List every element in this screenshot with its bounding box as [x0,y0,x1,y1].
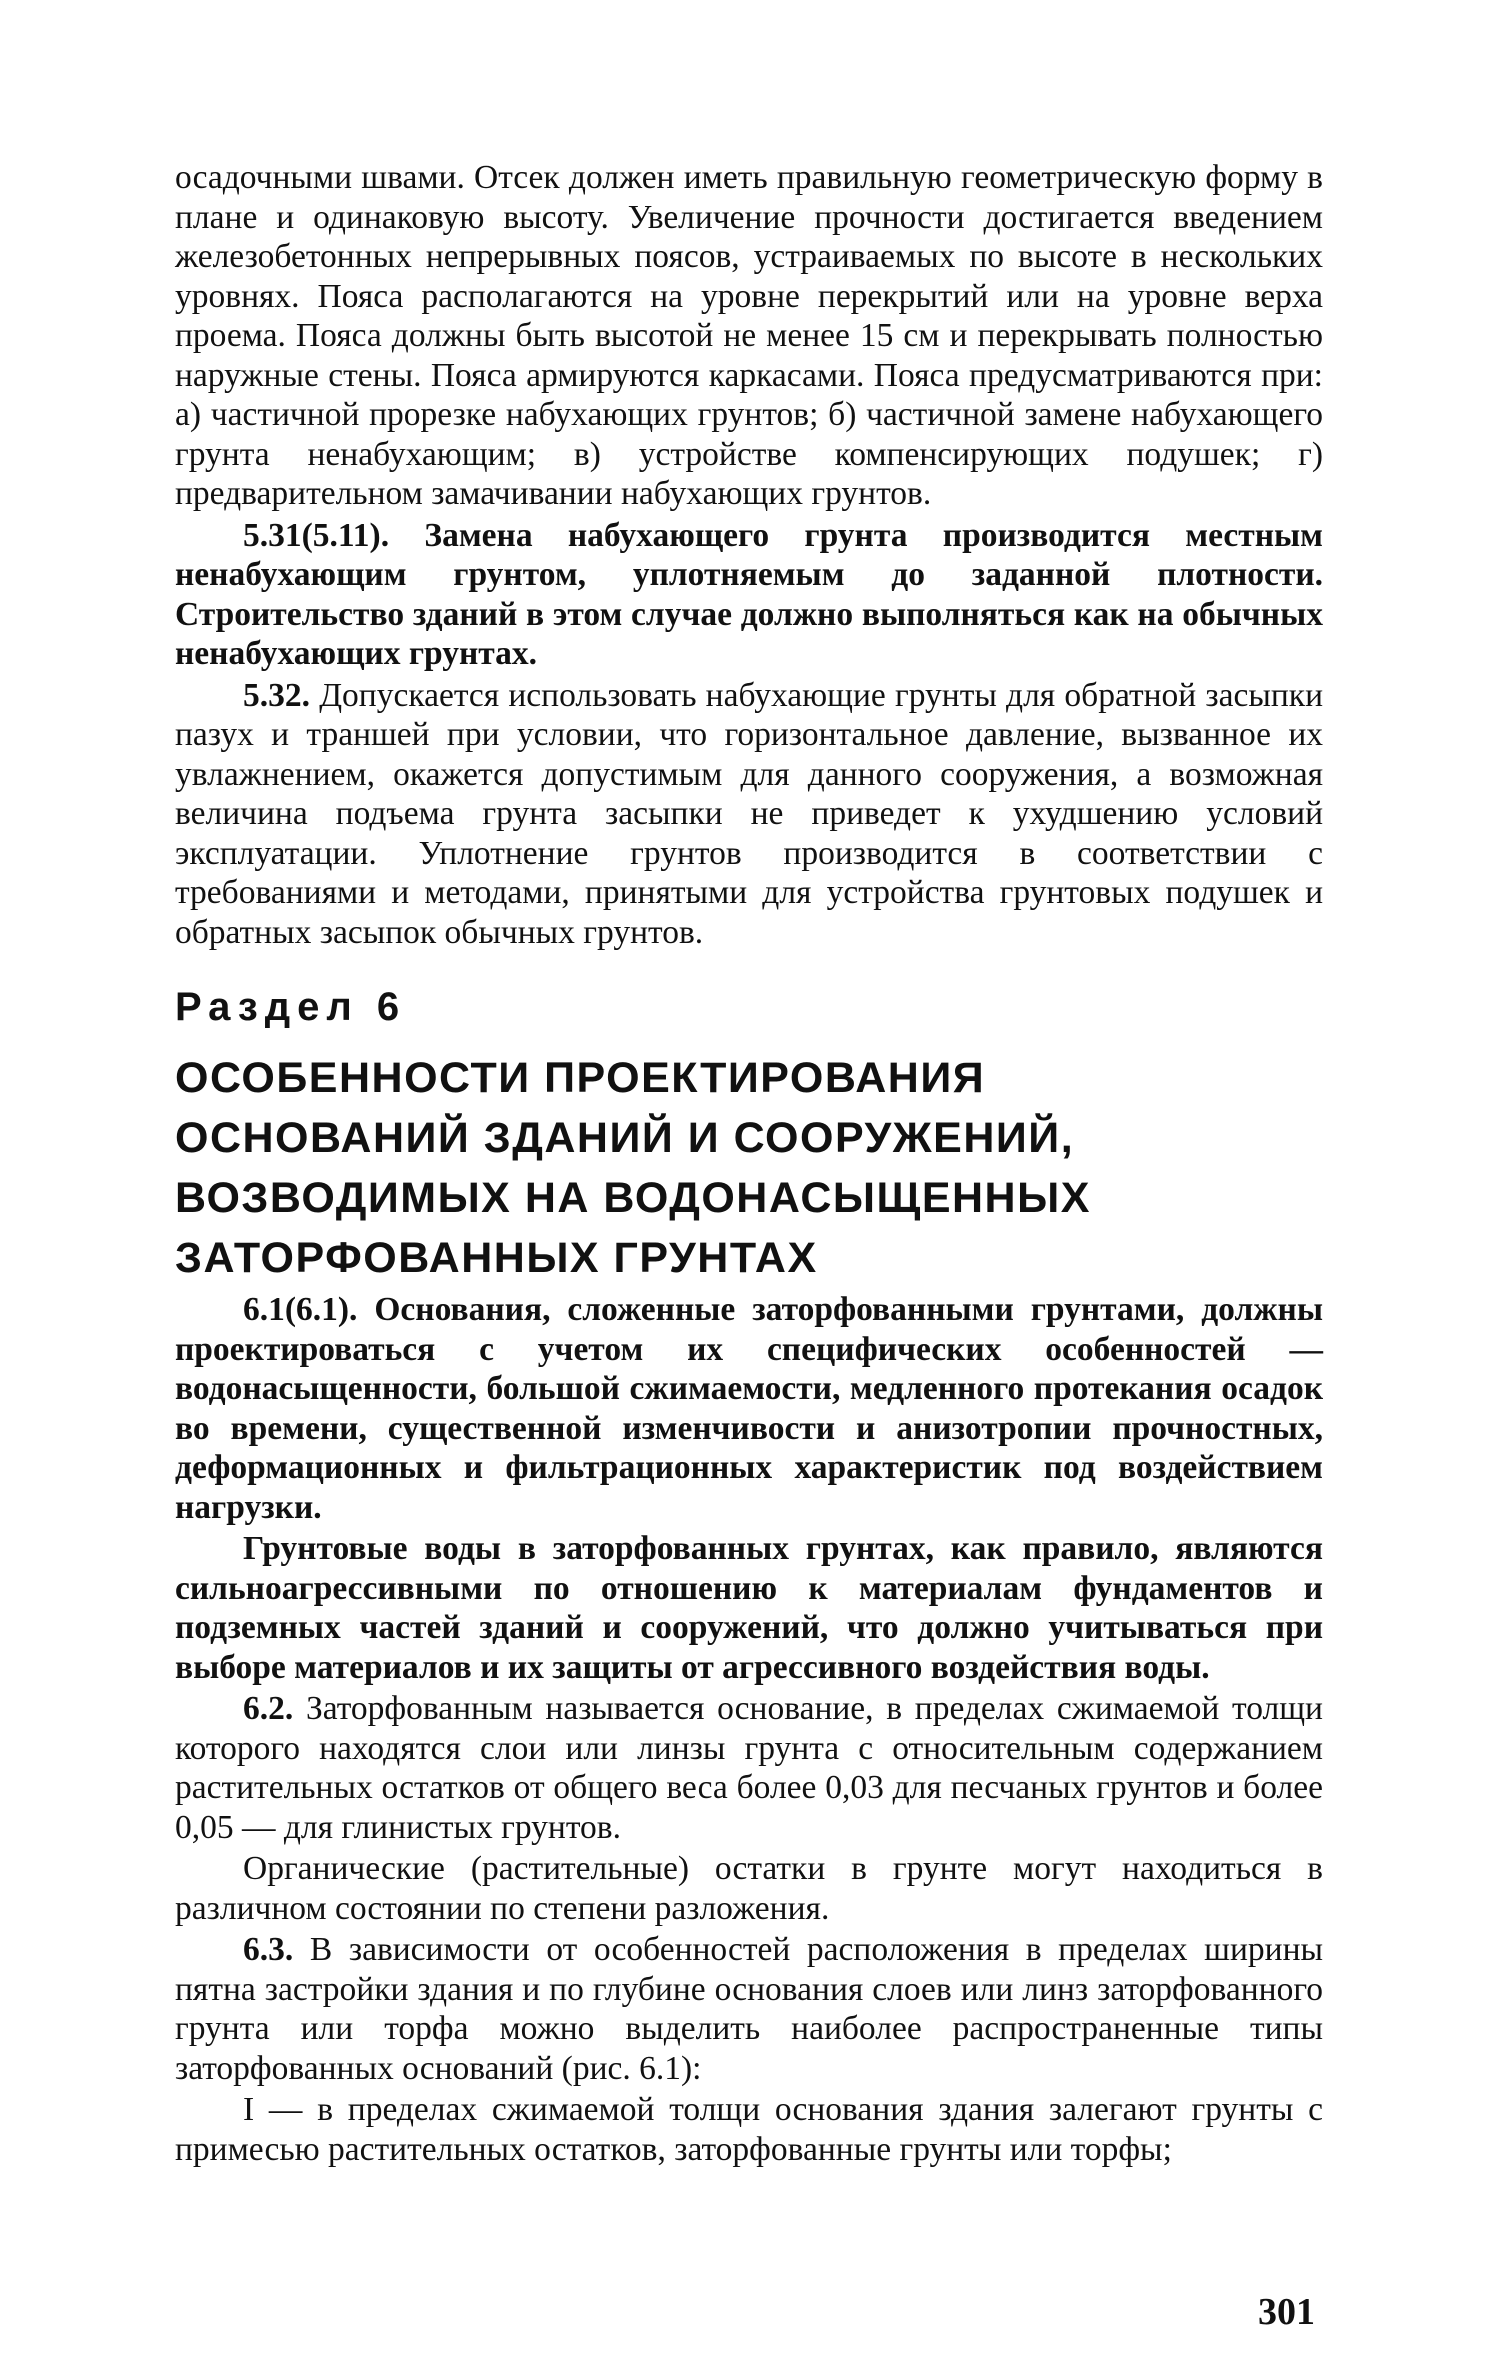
paragraph-groundwater: Грунтовые воды в заторфованных грунтах, как правило, являются сильноагрессивными по отношению к материалам фундаментов и подземных частей зданий и сооружений, что должно учитываться при выборе материалов и их защиты от агрессивного воздействия воды. [175,1530,1323,1686]
paragraph-5-32 [175,676,1323,953]
section-title-line: ОСНОВАНИЙ ЗДАНИЙ И СООРУЖЕНИЙ, [175,1114,1075,1162]
paragraph-6-3 [175,1930,1323,2088]
paragraph-type-1: I — в пределах сжимаемой толщи основания здания залегают грунты с примесью растительных остатков, заторфованные грунты или торфы; [175,2091,1323,2168]
paragraph-6-2 [175,1689,1323,1847]
paragraph-continuation: осадочными швами. Отсек должен иметь правильную геометрическую форму в плане и одинаковую высоту. Увеличение прочности достигается введением железобетонных непрерывных поясов, устраиваемых по высоте в нескольких уровнях. Пояса располагаются на уровне перекрытий или на уровне верха проема. Пояса должны быть высотой не менее 15 см и перекрывать полностью наружные стены. Пояса армируются каркасами. Пояса предусматриваются при: а) частичной прорезке набухающих грунтов; б) частичной замене набухающего грунта ненабухающим; в) устройстве компенсирующих подушек; г) предварительном замачивании набухающих грунтов. [175,159,1323,512]
clause-number: 5.32. [243,676,310,714]
paragraph-5-31: 5.31(5.11). Замена набухающего грунта производится местным ненабухающим грунтом, уплотняемым до заданной плотности. Строительство зданий в этом случае должно выполняться как на обычных ненабухающих грунтах. [175,516,1323,672]
paragraph-organic: Органические (растительные) остатки в грунте могут находиться в различном состоянии по степени разложения. [175,1850,1323,1927]
section-title-line: ЗАТОРФОВАННЫХ ГРУНТАХ [175,1234,818,1282]
clause-text: Допускается использовать набухающие грунты для обратной засыпки пазух и траншей при условии, что горизонтальное давление, вызванное их увлажнением, окажется допустимым для данного сооружения, а возможная величина подъема грунта засыпки не приведет к ухудшению условий эксплуатации. Уплотнение грунтов производится в соответствии с требованиями и методами, принятыми для устройства грунтовых подушек и обратных засыпок обычных грунтов. [175,676,1323,951]
page-number: 301 [1258,2291,1315,2333]
section-title [175,1048,1325,1288]
paragraph-6-1: 6.1(6.1). Основания, сложенные заторфованными грунтами, должны проектироваться с учетом их специфических особенностей — водонасыщенности, большой сжимаемости, медленного протекания осадок во времени, существенной изменчивости и анизотропии прочностных, деформационных и фильтрационных характеристик под воздействием нагрузки. [175,1291,1323,1526]
clause-number: 6.3. [243,1931,294,1968]
clause-text: Заторфованным называется основание, в пределах сжимаемой толщи которого находятся слои или линзы грунта с относительным содержанием растительных остатков от общего веса более 0,03 для песчаных грунтов и более 0,05 — для глинистых грунтов. [175,1690,1323,1846]
text-block-top [175,158,1323,952]
clause-text: В зависимости от особенностей расположения в пределах ширины пятна застройки здания и по глубине основания слоев или линз заторфованного грунта или торфа можно выделить наиболее распространенные типы заторфованных оснований (рис. 6.1): [175,1931,1323,2087]
clause-number: 6.2. [243,1690,294,1727]
section-title-line: ОСОБЕННОСТИ ПРОЕКТИРОВАНИЯ [175,1054,986,1102]
text-block-bottom [175,1290,1323,2169]
section-label: Раздел 6 [175,985,407,1029]
section-title-line: ВОЗВОДИМЫХ НА ВОДОНАСЫЩЕННЫХ [175,1174,1091,1222]
